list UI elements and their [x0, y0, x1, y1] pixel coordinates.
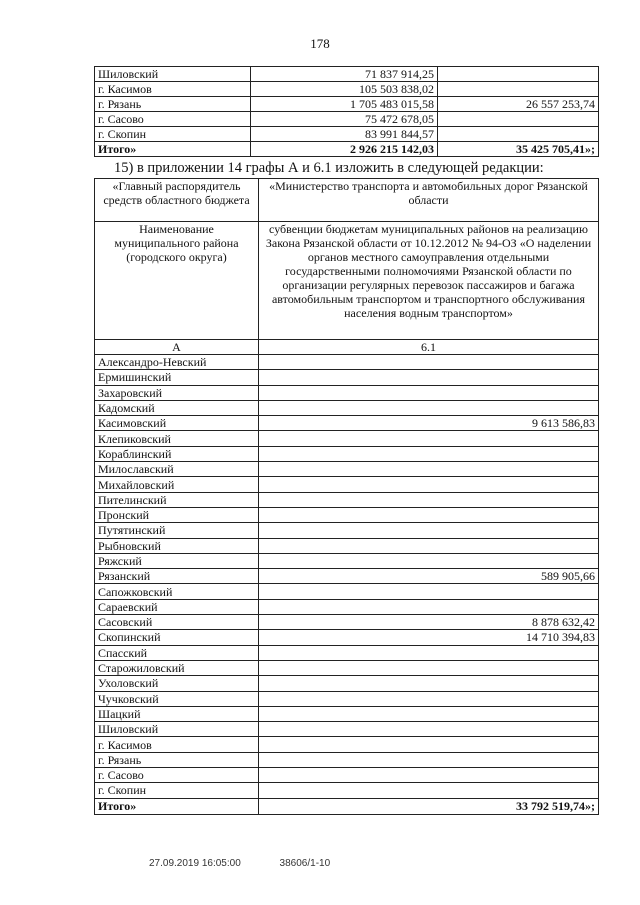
table-row [95, 553, 599, 568]
appendix-14-table [94, 178, 599, 815]
subsidy-value [259, 538, 599, 553]
main-total-value: 33 792 519,74»; [259, 798, 599, 814]
table-row [95, 67, 599, 82]
value-2 [438, 67, 599, 82]
district-name: Кораблинский [95, 446, 259, 461]
table-row [95, 737, 599, 752]
subsidy-value [259, 355, 599, 370]
value-1: 83 991 844,57 [251, 127, 438, 142]
footer-doc-id: 38606/1-10 [279, 858, 331, 869]
district-name: Шиловский [95, 722, 259, 737]
value-1: 75 472 678,05 [251, 112, 438, 127]
district-name: г. Рязань [95, 752, 259, 767]
header-row-description [95, 222, 599, 340]
subsidy-value [259, 722, 599, 737]
subsidy-value [259, 737, 599, 752]
table-row [95, 691, 599, 706]
value-1: 1 705 483 015,58 [251, 97, 438, 112]
continued-totals-table [94, 66, 599, 157]
district-name: Клепиковский [95, 431, 259, 446]
table-row [95, 370, 599, 385]
subsidy-value [259, 645, 599, 660]
district-name: Касимовский [95, 416, 259, 431]
subsidy-value: 589 905,66 [259, 569, 599, 584]
table-row [95, 676, 599, 691]
subsidy-value [259, 660, 599, 675]
table-row [95, 752, 599, 767]
subsidy-value: 14 710 394,83 [259, 630, 599, 645]
footer [149, 858, 366, 869]
district-name: Пителинский [95, 492, 259, 507]
district-name: Спасский [95, 645, 259, 660]
column-code-a: А [95, 340, 259, 355]
header-row-codes [95, 340, 599, 355]
column-code-6-1: 6.1 [259, 340, 599, 355]
district-name: Сараевский [95, 599, 259, 614]
table-row [95, 507, 599, 522]
district-name: г. Касимов [95, 82, 251, 97]
subsidy-value: 9 613 586,83 [259, 416, 599, 431]
main-total-label: Итого» [95, 798, 259, 814]
table-row [95, 462, 599, 477]
table-row [95, 783, 599, 798]
table-row [95, 355, 599, 370]
table-row [95, 722, 599, 737]
table-row [95, 97, 599, 112]
page-number: 178 [310, 36, 330, 51]
district-name: Чучковский [95, 691, 259, 706]
table-row [95, 569, 599, 584]
subsidy-value [259, 370, 599, 385]
district-name: Шацкий [95, 706, 259, 721]
district-name: Захаровский [95, 385, 259, 400]
value-1: 71 837 914,25 [251, 67, 438, 82]
district-name: Михайловский [95, 477, 259, 492]
top-total-label: Итого» [95, 142, 251, 157]
table-row [95, 706, 599, 721]
district-name: Ухоловский [95, 676, 259, 691]
table-row [95, 385, 599, 400]
table-row [95, 584, 599, 599]
value-2 [438, 82, 599, 97]
main-total-row [95, 798, 599, 814]
table-row [95, 660, 599, 675]
district-name: Сасовский [95, 615, 259, 630]
district-name: Рязанский [95, 569, 259, 584]
district-name: Ермишинский [95, 370, 259, 385]
table-row [95, 645, 599, 660]
table-row [95, 446, 599, 461]
subsidy-value [259, 752, 599, 767]
subsidy-value [259, 431, 599, 446]
subsidy-value [259, 584, 599, 599]
subsidy-value [259, 768, 599, 783]
district-name: Сапожковский [95, 584, 259, 599]
subsidy-value [259, 462, 599, 477]
top-total-row [95, 142, 599, 157]
table-row [95, 523, 599, 538]
subsidy-value [259, 523, 599, 538]
admin-value: «Министерство транспорта и автомобильных дорог Рязанской области [259, 179, 599, 222]
table-row [95, 112, 599, 127]
table-row [95, 416, 599, 431]
value-2 [438, 112, 599, 127]
amendment-instruction: 15) в приложении 14 графы А и 6.1 изложить в следующей редакции: [114, 160, 544, 176]
header-row-admin [95, 179, 599, 222]
top-total-value-2: 35 425 705,41»; [438, 142, 599, 157]
table-row [95, 127, 599, 142]
district-name: г. Касимов [95, 737, 259, 752]
table-row [95, 599, 599, 614]
district-name: г. Рязань [95, 97, 251, 112]
subsidy-value [259, 553, 599, 568]
district-name: Ряжский [95, 553, 259, 568]
table-row [95, 630, 599, 645]
subsidy-value [259, 507, 599, 522]
value-2 [438, 127, 599, 142]
subsidy-value [259, 599, 599, 614]
subsidy-value [259, 783, 599, 798]
value-1: 105 503 838,02 [251, 82, 438, 97]
subsidy-value [259, 492, 599, 507]
subsidy-value [259, 446, 599, 461]
district-column-label: Наименование муниципального района (городского округа) [95, 222, 259, 340]
district-name: Старожиловский [95, 660, 259, 675]
admin-label: «Главный распорядитель средств областного бюджета [95, 179, 259, 222]
district-name: Рыбновский [95, 538, 259, 553]
subsidy-value [259, 385, 599, 400]
district-name: Скопинский [95, 630, 259, 645]
district-name: г. Скопин [95, 783, 259, 798]
district-name: Шиловский [95, 67, 251, 82]
subsidy-description: субвенции бюджетам муниципальных районов на реализацию Закона Рязанской области от 10.12.2012 № 94-ОЗ «О наделении органов местного самоуправления отдельными государственными полномочиями Рязанской области по организации регулярных перевозок пассажиров и багажа автомобильным транспортом и транспортного обслуживания населения водным транспортом» [259, 222, 599, 340]
top-total-value-1: 2 926 215 142,03 [251, 142, 438, 157]
table-row [95, 615, 599, 630]
table-row [95, 431, 599, 446]
table-row [95, 768, 599, 783]
subsidy-value [259, 400, 599, 415]
district-name: Александро-Невский [95, 355, 259, 370]
subsidy-value: 8 878 632,42 [259, 615, 599, 630]
subsidy-value [259, 477, 599, 492]
district-name: Путятинский [95, 523, 259, 538]
table-row [95, 400, 599, 415]
district-name: г. Скопин [95, 127, 251, 142]
district-name: Кадомский [95, 400, 259, 415]
table-row [95, 477, 599, 492]
table-row [95, 82, 599, 97]
subsidy-value [259, 676, 599, 691]
subsidy-value [259, 691, 599, 706]
district-name: г. Сасово [95, 112, 251, 127]
footer-datetime: 27.09.2019 16:05:00 [149, 858, 241, 869]
table-row [95, 538, 599, 553]
value-2: 26 557 253,74 [438, 97, 599, 112]
district-name: Милославский [95, 462, 259, 477]
district-name: Пронский [95, 507, 259, 522]
table-row [95, 492, 599, 507]
subsidy-value [259, 706, 599, 721]
district-name: г. Сасово [95, 768, 259, 783]
